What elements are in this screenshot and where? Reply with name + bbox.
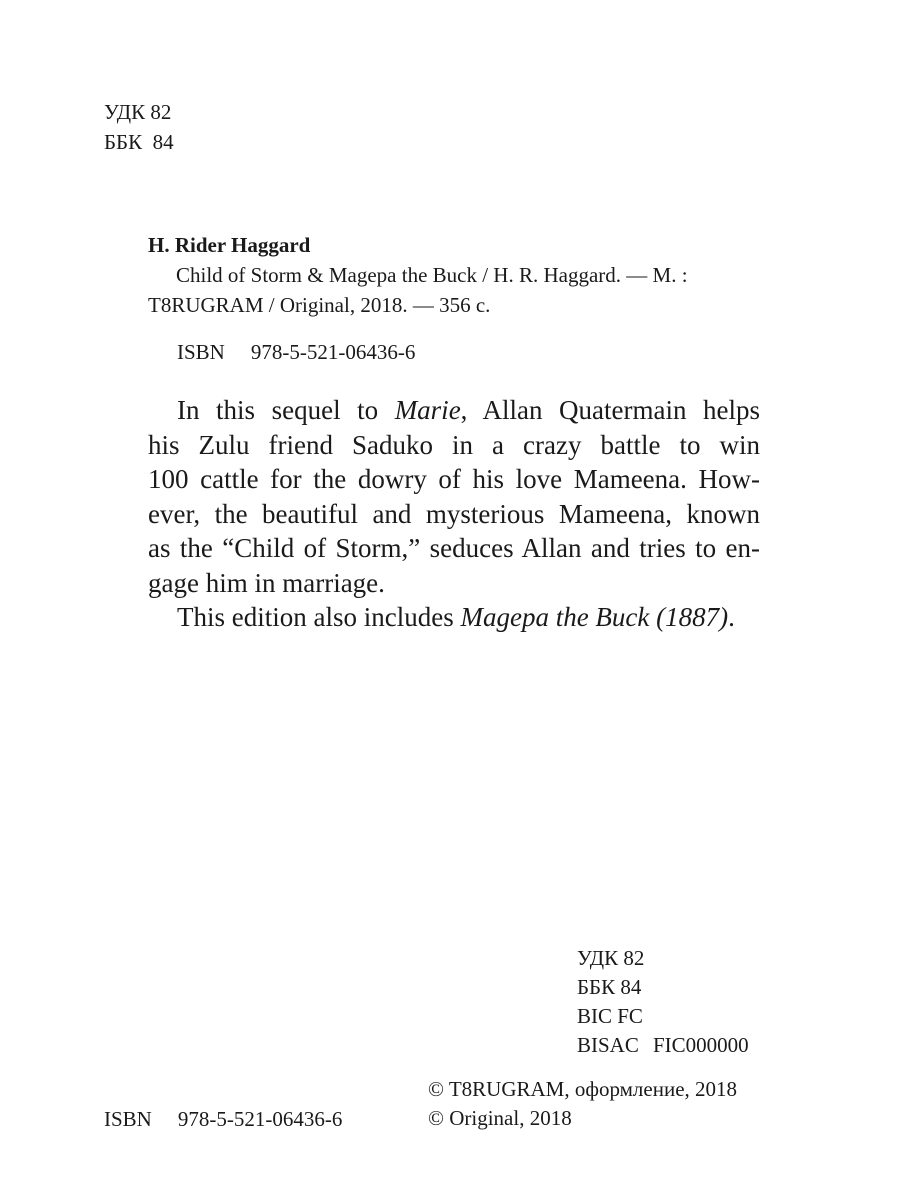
annotation-line [148, 600, 760, 635]
udk-code: УДК 82 [104, 100, 172, 124]
bbk-code: ББК 84 [104, 130, 174, 154]
isbn-label: ISBN [177, 340, 225, 364]
annotation-text-span: , Allan Quatermain helps [460, 395, 760, 425]
annotation-text [148, 393, 760, 635]
bic-code: BIC FC [577, 1004, 643, 1028]
annotation-line [148, 393, 760, 428]
top-classification-block [104, 97, 174, 157]
annotation-line: gage him in marriage. [148, 567, 385, 598]
isbn-number: 978-5-521-06436-6 [177, 1107, 343, 1131]
bisac-row [577, 1031, 749, 1060]
biblio-line-title: Child of Storm & Magepa the Buck / H. R. Haggard. — M. : [176, 263, 688, 287]
bottom-classification-block [577, 944, 749, 1060]
annotation-text-span: This edition also includes [177, 602, 461, 632]
annotation-line: 100 cattle for the dowry of his love Mameena. How- [148, 464, 760, 494]
annotation-text-span: . [728, 602, 735, 632]
bottom-isbn-line [104, 1104, 342, 1134]
copyright-block [428, 1075, 737, 1133]
isbn-label: ISBN [104, 1107, 152, 1131]
bisac-label: BISAC [577, 1033, 639, 1057]
isbn-line [177, 337, 415, 367]
copyright-original: © Original, 2018 [428, 1106, 572, 1130]
annotation-line: his Zulu friend Saduko in a crazy battle to win [148, 429, 760, 460]
biblio-line-publisher: T8RUGRAM / Original, 2018. — 356 с. [148, 293, 491, 317]
annotation-italic-title: Magepa the Buck (1887) [460, 602, 729, 632]
annotation-line: as the “Child of Storm,” seduces Allan and tries to en- [148, 533, 760, 563]
annotation-italic-title: Marie [394, 395, 461, 425]
author-name: H. Rider Haggard [148, 233, 311, 257]
bisac-code: FIC000000 [653, 1033, 749, 1057]
annotation-text-span: In this sequel to [177, 395, 395, 425]
udk-code: УДК 82 [577, 946, 645, 970]
isbn-number: 978-5-521-06436-6 [250, 340, 416, 364]
bibliographic-entry [148, 230, 778, 320]
bbk-code: ББК 84 [577, 975, 642, 999]
copyright-design: © T8RUGRAM, оформление, 2018 [428, 1077, 738, 1101]
annotation-line: ever, the beautiful and mysterious Mameena, known [148, 498, 760, 529]
